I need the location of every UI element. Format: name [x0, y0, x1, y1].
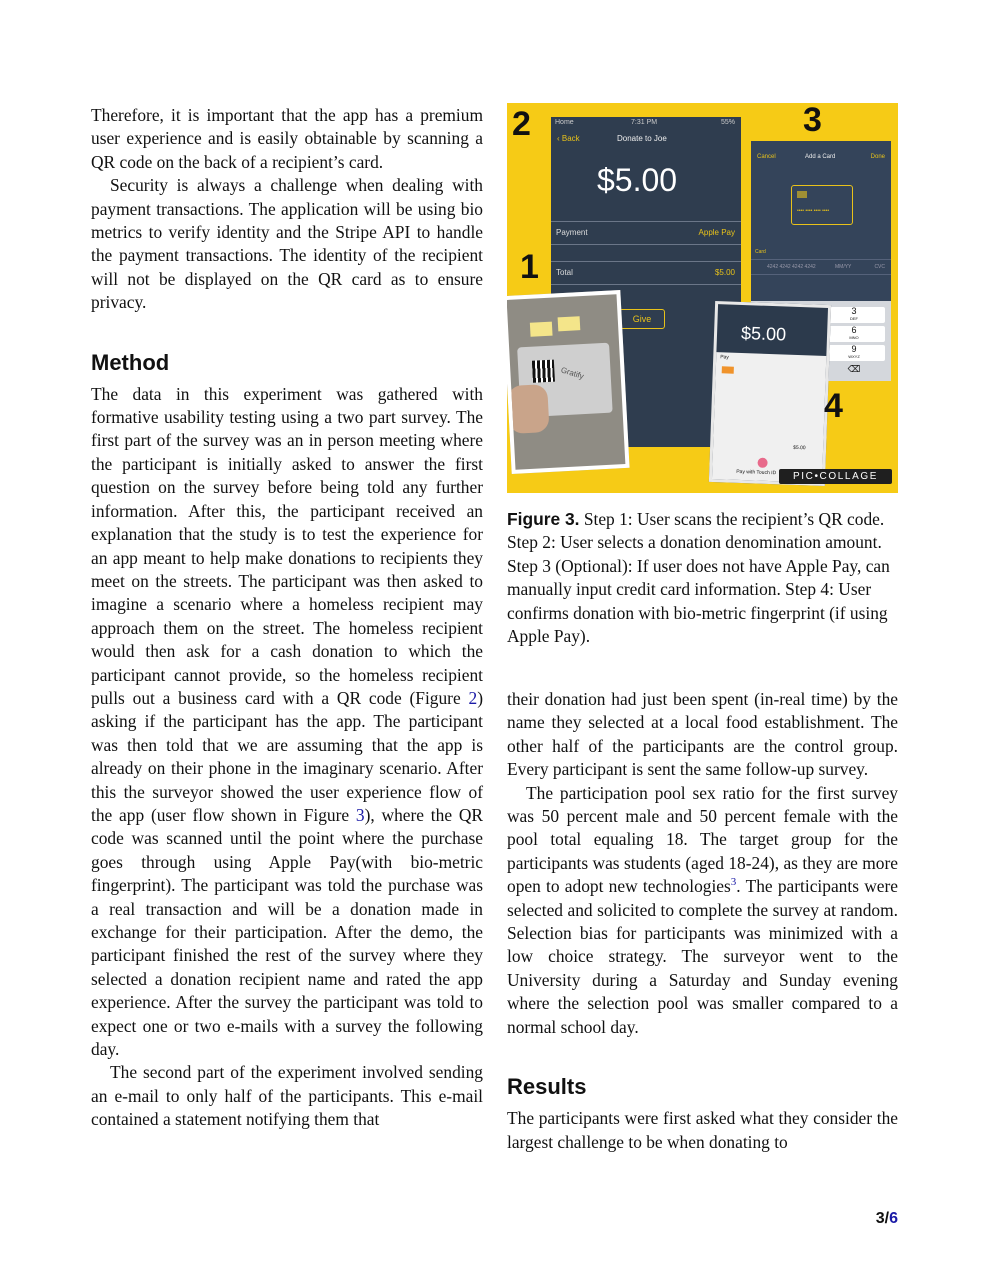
key-number: 3 [851, 306, 857, 316]
key-letters: WXYZ [848, 354, 860, 359]
total-row [551, 261, 741, 285]
payment-value: Apple Pay [698, 228, 735, 237]
fingerprint-icon[interactable] [757, 458, 767, 468]
section-heading-method: Method [91, 349, 170, 375]
key-9[interactable] [823, 345, 885, 361]
text-span: ), where the QR code was scanned until the point where the purchase goes through using Apple Pay(with bio-metric fingerprint). The participant was told the purchase was a real transaction and will be a donation made in exchange for their participation. After the demo, the participant finished the rest of the survey where they selected a donation recipient name and rated the app experience. After the survey the participant was told to expect one or two e-mails with a survey the following day. [91, 804, 483, 1060]
donation-amount: $5.00 [597, 162, 678, 198]
expiry: MM/YY [835, 264, 852, 270]
text-span: The data in this experiment was gathered with formative usability testing using a two part survey. The first part of the survey was an in person meeting where the participant is initially asked to answer the first question on the survey before being told any further information. After this, the participant received an explanation that the study is to test the experience for an app meant to help make donations to recipients they meet on the streets. The participant was then asked to imagine a scenario where a homeless recipient may approach them on the street. The homeless recipient would then ask for a cash donation to which the participant cannot provide, so the homeless recipient pulls out a business card with a QR code (Figure [91, 383, 483, 708]
screen-title: Donate to Joe [617, 134, 667, 143]
total-pages-link[interactable]: 6 [889, 1210, 898, 1227]
figure-caption [507, 508, 898, 648]
carrier: Home [555, 119, 574, 126]
paragraph: Therefore, it is important that the app has a premium user experience and is easily obtainable by scanning a QR code on the back of a recipient’s card. [91, 105, 483, 172]
paragraph: their donation had just been spent (in-real time) by the name they selected at a local food establishment. The other half of the participants are the control group. Every participant is sent the same follow-up survey. [507, 689, 898, 780]
footnote-ref[interactable]: 3 [730, 876, 737, 889]
step-number: 1 [520, 248, 539, 286]
sticky-note [558, 316, 581, 331]
card-illustration [791, 185, 853, 225]
text-span: ) asking if the participant has the app. The participant was then told that we are assuming that the app is already on their phone in the imaginary scenario. After this the surveyor showed the user experience flow of the app (user flow shown in Figure [91, 687, 483, 825]
step-number: 2 [512, 105, 531, 143]
step-number: 3 [803, 103, 822, 139]
card-icon [722, 366, 734, 373]
right-column [507, 688, 898, 1154]
pay-total: $5.00 [793, 444, 806, 452]
key-3[interactable] [823, 307, 885, 323]
apple-pay-sheet [712, 352, 826, 483]
phone-screen-apple-pay [709, 301, 831, 486]
time: 7:31 PM [631, 119, 658, 126]
cvc: CVC [874, 264, 885, 270]
step-number: 4 [824, 387, 843, 425]
paragraph: The second part of the experiment involved sending an e-mail to only half of the participants. This e-mail contained a statement notifying them that [91, 1062, 483, 1130]
sticky-note [530, 322, 553, 337]
payment-label: Payment [556, 228, 588, 237]
key-6[interactable] [823, 326, 885, 342]
card-dots: •••• •••• •••• •••• [797, 208, 830, 214]
chip-icon [797, 191, 807, 198]
page-separator: / [884, 1210, 890, 1227]
cancel-button[interactable]: Cancel [757, 154, 776, 160]
paragraph [91, 383, 483, 1062]
section-heading-results: Results [507, 1074, 587, 1100]
card-number: 4242 4242 4242 4242 [767, 264, 816, 270]
watermark-logo: PIC•COLLAGE [779, 469, 892, 484]
apple-pay-label [720, 354, 729, 360]
donation-amount: $5.00 [740, 322, 787, 345]
backspace-icon[interactable]: ⌫ [847, 364, 861, 374]
total-value: $5.00 [714, 268, 735, 277]
key-number: 6 [851, 325, 857, 335]
done-button[interactable]: Done [870, 154, 885, 160]
key-number: 9 [851, 344, 857, 354]
total-label: Total [556, 268, 573, 277]
paragraph: Security is always a challenge when dealing with payment transactions. The application will be using bio metrics to verify identity and the Stripe API to handle the payment transactions. The identity of the recipient will not be displayed on the QR card as to ensure privacy. [91, 175, 483, 313]
touch-id-label: Pay with Touch ID [736, 468, 777, 477]
card-brand: Gratify [559, 365, 585, 381]
card-label: Card [755, 249, 766, 255]
key-letters: DEF [850, 316, 858, 321]
back-label: Back [561, 134, 580, 143]
hand [507, 384, 549, 434]
payment-row[interactable] [551, 221, 741, 245]
chevron-left-icon: ‹ [557, 134, 562, 143]
battery: 55% [720, 119, 735, 126]
page-number [850, 1210, 898, 1228]
text-span: . The participants were selected and solicited to complete the survey at random. Selection bias for participants was minimized with a low choice strategy. The surveyor went to the University during a Saturday and Sunday evening where the selection pool was smaller compared to a normal school day. [507, 876, 898, 1037]
pay-label: Pay [720, 354, 729, 361]
current-page: 3 [875, 1210, 885, 1227]
give-button[interactable]: Give [619, 309, 665, 329]
caption-text: Step 1: User scans the recipient’s QR code. Step 2: User selects a donation denomination amount. Step 3 (Optional): If user does not have Apple Pay, can manually input credit card information. Step 4: User confirms donation with bio-metric fingerprint (if using Apple Pay). [507, 509, 890, 647]
qr-code-icon [532, 360, 555, 383]
figure-2-link[interactable]: 2 [468, 687, 478, 708]
text-span: The participation pool sex ratio for the first survey was 50 percent male and 50 percent female with the pool total equaling 18. The target group for the participants was students (aged 18-24), as they are more open to adopt new technologies [507, 782, 898, 897]
paragraph [507, 782, 898, 1039]
left-column [91, 104, 483, 1132]
qr-scan-photo [507, 290, 630, 474]
figure-label: Figure 3. [507, 509, 580, 529]
paragraph: The participants were first asked what they consider the largest challenge to be when donating to [507, 1108, 898, 1152]
key-letters: MNO [849, 335, 859, 340]
figure-3-link[interactable]: 3 [355, 804, 365, 825]
card-input[interactable] [751, 259, 891, 275]
back-button[interactable] [557, 134, 580, 143]
screen-title: Add a Card [805, 154, 836, 160]
figure-3-image [507, 103, 898, 493]
